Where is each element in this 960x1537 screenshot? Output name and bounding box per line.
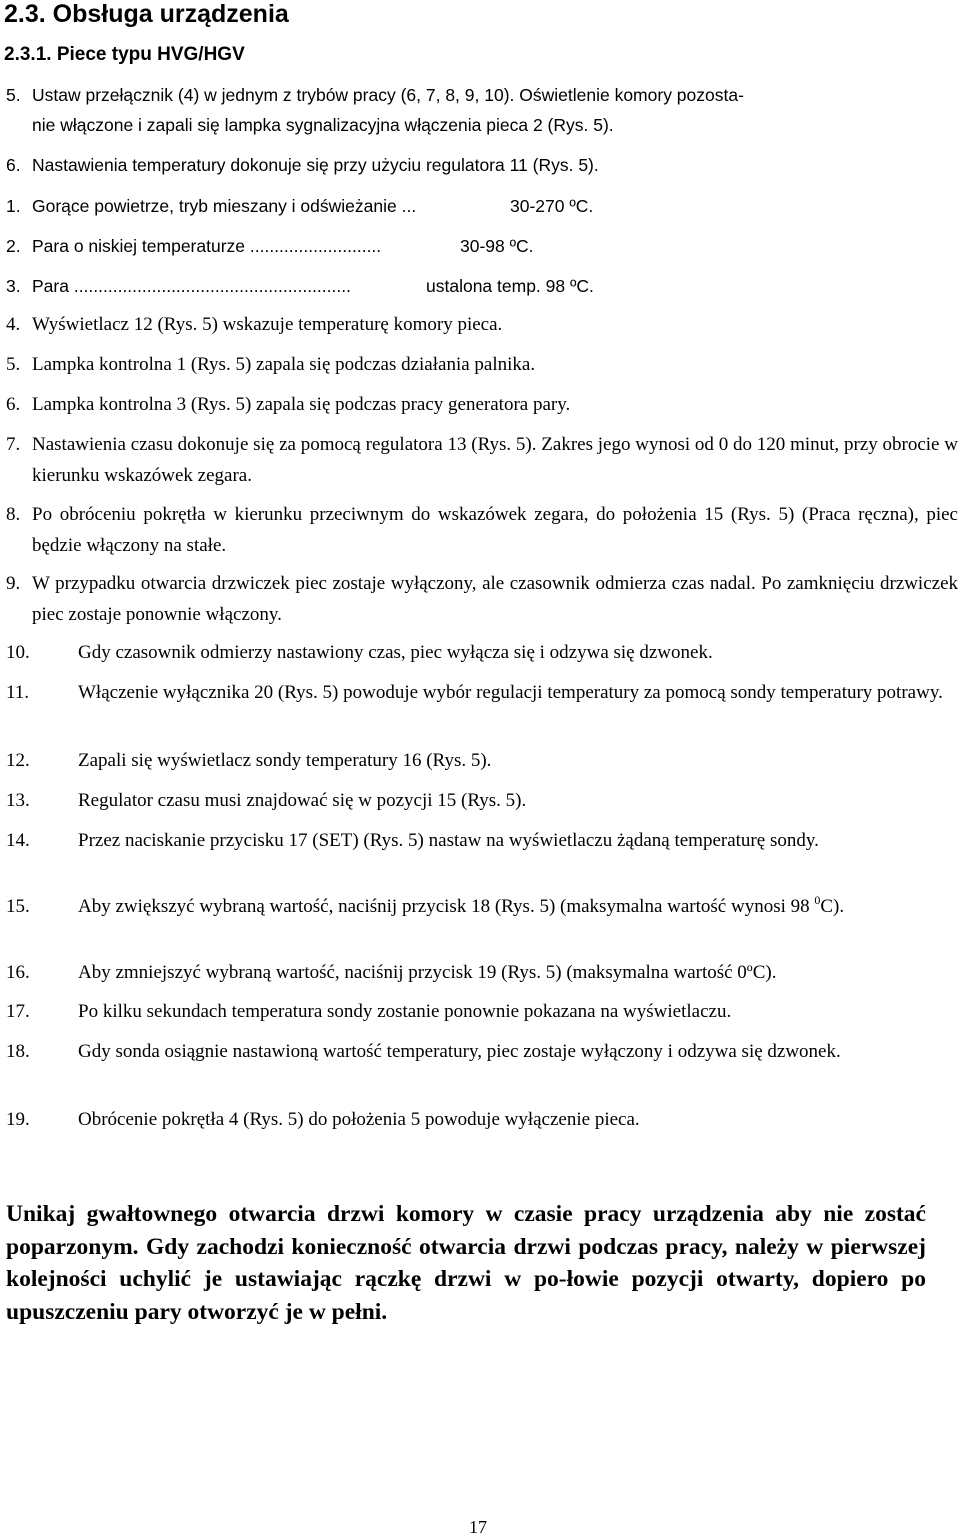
step-text: Regulator czasu musi znajdować się w pozycji 15 (Rys. 5). xyxy=(78,790,527,811)
intro-step xyxy=(6,154,599,176)
mode-item xyxy=(6,235,381,257)
step-item xyxy=(6,1036,958,1067)
step-text: Gdy sonda osiągnie nastawioną wartość temperatury, piec zostaje wyłączony i odzywa się dzwonek. xyxy=(78,1041,841,1062)
step-text: Lampka kontrolna 3 (Rys. 5) zapala się podczas pracy generatora pary. xyxy=(32,394,571,415)
step-text: Obrócenie pokrętła 4 (Rys. 5) do położenia 5 powoduje wyłączenie pieca. xyxy=(78,1109,640,1130)
step-number: 19. xyxy=(6,1109,30,1130)
step-number: 11. xyxy=(6,682,30,703)
step-item xyxy=(6,957,958,988)
step-text: Po obróceniu pokrętła w kierunku przeciwnym do wskazówek zegara, do położenia 15 (Rys. 5) (Praca ręczna), piec będzie włączony na stałe. xyxy=(32,504,958,556)
step-item xyxy=(6,309,502,341)
step-text: Wyświetlacz 12 (Rys. 5) wskazuje temperaturę komory pieca. xyxy=(32,314,503,335)
section-title: 2.3. Obsługa urządzenia xyxy=(4,0,289,28)
mode-value: 30-270 ºC. xyxy=(510,196,594,216)
step-text: Lampka kontrolna 1 (Rys. 5) zapala się podczas działania palnika. xyxy=(32,354,536,375)
mode-value: ustalona temp. 98 ºC. xyxy=(426,276,594,296)
step-item xyxy=(6,785,958,816)
step-item xyxy=(6,996,958,1027)
mode-item xyxy=(6,275,351,297)
step-text: Włączenie wyłącznika 20 (Rys. 5) powoduje wybór regulacji temperatury za pomocą sondy temperatury potrawy. xyxy=(78,682,943,703)
mode-number: 3. xyxy=(6,276,21,296)
step-text: Aby zmniejszyć wybraną wartość, naciśnij przycisk 19 (Rys. 5) (maksymalna wartość 0ºC). xyxy=(78,962,777,983)
step-text: Nastawienia temperatury dokonuje się przy użyciu regulatora 11 (Rys. 5). xyxy=(32,155,599,175)
step-item xyxy=(6,429,958,491)
step-number: 5. xyxy=(6,354,21,375)
step-item xyxy=(6,1104,958,1135)
step-text: W przypadku otwarcia drzwiczek piec zostaje wyłączony, ale czasownik odmierza czas nadal. Po zamknięciu drzwiczek piec zostaje ponownie włączony. xyxy=(32,573,958,625)
step-text xyxy=(78,891,958,922)
step-item xyxy=(6,389,570,421)
step-number: 5. xyxy=(6,85,21,105)
step-text-main: Aby zwiększyć wybraną wartość, naciśnij przycisk 18 (Rys. 5) (maksymalna wartość wynosi 98 xyxy=(78,896,810,917)
subsection-title: 2.3.1. Piece typu HVG/HGV xyxy=(4,44,245,65)
mode-label: Gorące powietrze, tryb mieszany i odświeżanie ... xyxy=(32,196,417,216)
step-number: 17. xyxy=(6,1001,30,1022)
step-item xyxy=(6,349,535,381)
mode-label: Para ......................................................... xyxy=(32,276,351,296)
step-item xyxy=(6,825,958,856)
mode-number: 2. xyxy=(6,236,21,256)
step-number: 6. xyxy=(6,155,21,175)
warning-paragraph: Unikaj gwałtownego otwarcia drzwi komory w czasie pracy urządzenia aby nie zostać poparzonym. Gdy zachodzi konieczność otwarcia drzwi podczas pracy, należy w pierwszej kolejności uchylić je ustawiając rączkę drzwi w po-łowie pozycji otwarty, dopiero po upuszczeniu pary otworzyć je w pełni. xyxy=(6,1201,926,1325)
step-text: Po kilku sekundach temperatura sondy zostanie ponownie pokazana na wyświetlaczu. xyxy=(78,1001,732,1022)
step-number: 18. xyxy=(6,1041,30,1062)
step-item xyxy=(6,568,958,630)
step-number: 6. xyxy=(6,394,21,415)
step-text: Nastawienia czasu dokonuje się za pomocą regulatora 13 (Rys. 5). Zakres jego wynosi od 0 do 120 minut, przy obrocie w kierunku wskazówek zegara. xyxy=(32,434,958,486)
mode-value: 30-98 ºC. xyxy=(460,236,534,256)
step-number: 4. xyxy=(6,314,21,335)
step-item xyxy=(6,745,958,776)
step-number: 12. xyxy=(6,750,30,771)
step-number: 10. xyxy=(6,642,30,663)
step-number: 15. xyxy=(6,896,30,917)
intro-step-continued xyxy=(32,114,614,136)
mode-item xyxy=(6,195,416,217)
step-item xyxy=(6,637,958,668)
step-number: 16. xyxy=(6,962,30,983)
step-text-tail: C). xyxy=(820,896,845,917)
step-number: 9. xyxy=(6,573,21,594)
step-text: nie włączone i zapali się lampka sygnalizacyjna włączenia pieca 2 (Rys. 5). xyxy=(32,115,614,135)
mode-label: Para o niskiej temperaturze ........................... xyxy=(32,236,382,256)
step-item xyxy=(6,891,958,922)
step-item xyxy=(6,499,958,561)
step-item xyxy=(6,677,958,708)
superscript: 0 xyxy=(814,892,821,907)
step-number: 7. xyxy=(6,434,21,455)
step-text: Przez naciskanie przycisku 17 (SET) (Rys. 5) nastaw na wyświetlaczu żądaną temperaturę sondy. xyxy=(78,830,819,851)
page-number: 17 xyxy=(469,1517,487,1537)
step-number: 14. xyxy=(6,830,30,851)
intro-step xyxy=(6,84,744,106)
mode-number: 1. xyxy=(6,196,21,216)
step-text: Zapali się wyświetlacz sondy temperatury 16 (Rys. 5). xyxy=(78,750,492,771)
step-number: 8. xyxy=(6,504,21,525)
step-text: Ustaw przełącznik (4) w jednym z trybów pracy (6, 7, 8, 9, 10). Oświetlenie komory pozosta- xyxy=(32,85,744,105)
step-number: 13. xyxy=(6,790,30,811)
step-text: Gdy czasownik odmierzy nastawiony czas, piec wyłącza się i odzywa się dzwonek. xyxy=(78,642,713,663)
